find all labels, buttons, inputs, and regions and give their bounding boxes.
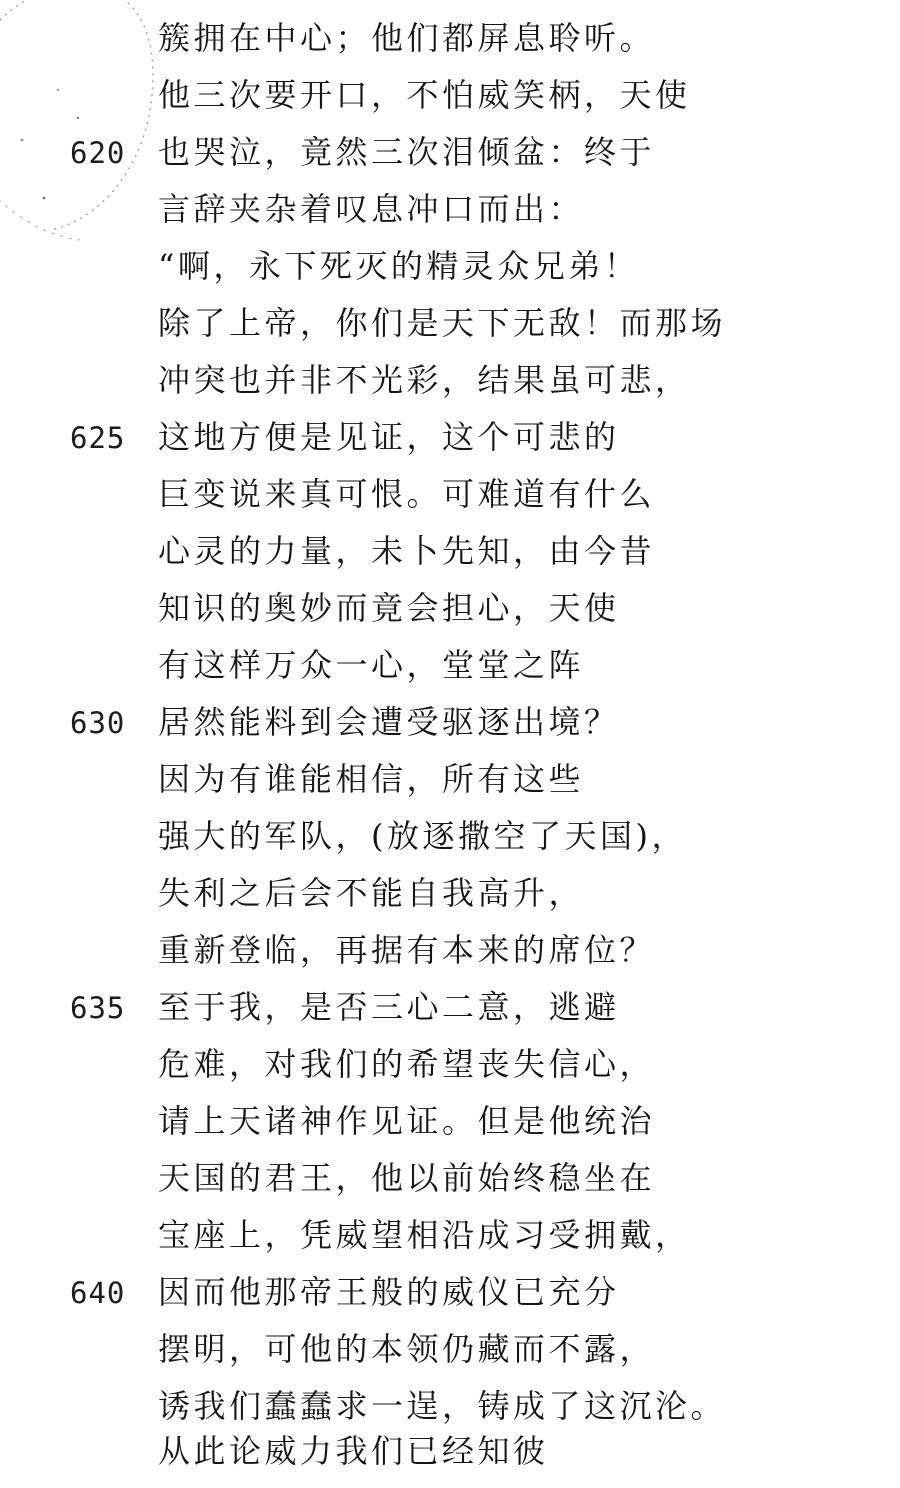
- verse-text: 因为有谁能相信，所有这些: [158, 760, 585, 798]
- verse-line: [0, 759, 900, 816]
- verse-line: [0, 873, 900, 930]
- verse-text: 摆明，可他的本领仍藏而不露，: [158, 1330, 656, 1368]
- verse-line: [0, 987, 900, 1044]
- line-number: 640: [70, 1276, 126, 1310]
- verse-line: [0, 702, 900, 759]
- verse-text: 他三次要开口，不怕威笑柄，天使: [158, 76, 691, 114]
- verse-text: “啊，永下死灭的精灵众兄弟！: [158, 247, 640, 285]
- verse-text: 除了上帝，你们是天下无敌！而那场: [158, 304, 727, 342]
- verse-text: 心灵的力量，未卜先知，由今昔: [158, 532, 656, 570]
- line-number: 620: [70, 136, 126, 170]
- verse-text: 天国的君王，他以前始终稳坐在: [158, 1159, 656, 1197]
- verse-line: [0, 645, 900, 702]
- verse-line: [0, 360, 900, 417]
- verse-line: [0, 18, 900, 75]
- verse-line: [0, 1044, 900, 1101]
- verse-text: 从此论威力我们已经知彼: [158, 1432, 549, 1470]
- verse-text: 巨变说来真可恨。可难道有什么: [158, 475, 656, 513]
- verse-line: [0, 132, 900, 189]
- verse-line: [0, 531, 900, 588]
- verse-text: 失利之后会不能自我高升，: [158, 874, 585, 912]
- verse-text: 诱我们蠢蠢求一逞，铸成了这沉沦。: [158, 1387, 727, 1425]
- verse-line: [0, 816, 900, 873]
- verse-text: 危难，对我们的希望丧失信心，: [158, 1045, 656, 1083]
- verse-text: 有这样万众一心，堂堂之阵: [158, 646, 585, 684]
- verse-text: 冲突也并非不光彩，结果虽可悲，: [158, 361, 691, 399]
- line-number: 635: [70, 991, 126, 1025]
- verse-text: 请上天诸神作见证。但是他统治: [158, 1102, 656, 1140]
- verse-line: [0, 246, 900, 303]
- verse-text: 居然能料到会遭受驱逐出境？: [158, 703, 620, 741]
- verse-line: [0, 474, 900, 531]
- verse-text: 重新登临，再据有本来的席位？: [158, 931, 656, 969]
- verse-line: [0, 588, 900, 645]
- verse-text: 也哭泣，竟然三次泪倾盆：终于: [158, 133, 656, 171]
- verse-text: 因而他那帝王般的威仪已充分: [158, 1273, 620, 1311]
- verse-line: [0, 189, 900, 246]
- line-number: 625: [70, 421, 126, 455]
- verse-text: 言辞夹杂着叹息冲口而出：: [158, 190, 585, 228]
- verse-line: [0, 1329, 900, 1386]
- verse-text: 至于我，是否三心二意，逃避: [158, 988, 620, 1026]
- verse-line: [0, 1431, 900, 1488]
- verse-line: [0, 1101, 900, 1158]
- verse-text: 簇拥在中心；他们都屏息聆听。: [158, 19, 656, 57]
- line-number: 630: [70, 706, 126, 740]
- verse-text: 宝座上，凭威望相沿成习受拥戴，: [158, 1216, 691, 1254]
- verse-line: [0, 1215, 900, 1272]
- verse-text: 强大的军队，(放逐撒空了天国)，: [158, 817, 687, 855]
- verse-line: [0, 417, 900, 474]
- verse-text: 这地方便是见证，这个可悲的: [158, 418, 620, 456]
- verse-line: [0, 930, 900, 987]
- verse-line: [0, 1272, 900, 1329]
- verse-line: [0, 303, 900, 360]
- verse-text: 知识的奥妙而竟会担心，天使: [158, 589, 620, 627]
- verse-line: [0, 75, 900, 132]
- verse-line: [0, 1158, 900, 1215]
